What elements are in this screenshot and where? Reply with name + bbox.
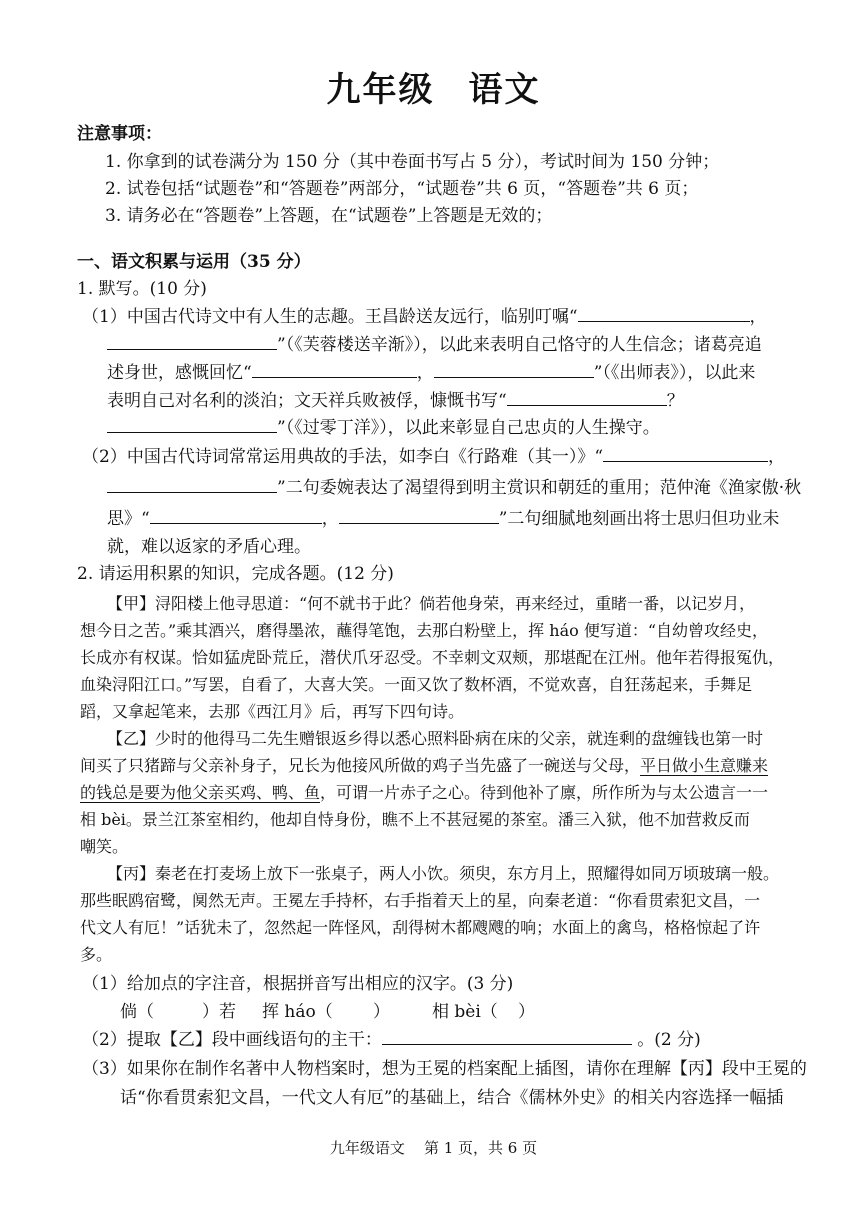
underlined-sentence: 平日做小生意赚来 <box>640 756 769 775</box>
q1-p2-line2: ”二句委婉表达了渴望得到明主赏识和朝廷的重用；范仲淹《渔家傲·秋 <box>107 476 801 500</box>
notes-item-1: 1. 你拿到的试卷满分为 150 分（其中卷面书写占 5 分），考试时间为 150 分钟； <box>105 152 720 172</box>
subq-2: （2）提取【乙】段中画线语句的主干： 。(2 分) <box>82 1030 701 1050</box>
section-heading: 一、语文积累与运用（35 分） <box>77 252 311 272</box>
subq-1-item: 挥 háo（ <box>262 1002 333 1022</box>
answer-blank[interactable] <box>107 476 277 493</box>
passage-yi-line: 的钱总是要为他父亲买鸡、鸭、鱼，可谓一片赤子之心。待到他补了廪，所作所为与太公遗言一一 <box>80 783 769 802</box>
q1-p2-line1: （2）中国古代诗词常常运用典故的手法，如李白《行路难（其一）》“ ， <box>82 447 786 467</box>
q2-heading: 2. 请运用积累的知识，完成各题。(12 分) <box>77 564 394 584</box>
passage-yi-line: 相 bèi。景兰江茶室相约，他却自恃身份，瞧不上不甚冠冕的茶室。潘三入狱，他不加营救反而 <box>80 810 750 829</box>
q1-p1-line3: 述身世，感慨回忆“ ， ”（《出师表》），以此来 <box>107 363 756 383</box>
footer-page-number: 第 1 页，共 6 页 <box>423 1139 538 1157</box>
q1-p2-line3: 思》“ ， ”二句细腻地刻画出将士思归但功业未 <box>107 509 780 529</box>
footer-subject: 九年级语文 <box>329 1139 405 1157</box>
subq-3-line2: 话“你看贯索犯文昌，一代文人有厄”的基础上，结合《儒林外史》的相关内容选择一幅插 <box>120 1088 784 1108</box>
subq-1-item: ） <box>373 1002 390 1022</box>
answer-blank[interactable] <box>382 1028 632 1045</box>
answer-blank[interactable] <box>150 507 322 524</box>
q1-p1-line4: 表明自己对名利的淡泊；文天祥兵败被俘，慷慨书写“ ？ <box>107 391 684 411</box>
passage-yi-line: 【乙】少时的他得马二先生赠银返乡得以悉心照料卧病在床的父亲，就连剩的盘缠钱也第一时 <box>107 729 764 748</box>
q1-p1-line1: （1）中国古代诗文中有人生的志趣。王昌龄送友远行，临别叮嘱“ ， <box>82 307 767 327</box>
passage-bing-line: 代文人有厄！”话犹未了，忽然起一阵怪风，刮得树木都飕飕的响；水面上的禽鸟，格格惊起了许 <box>80 918 761 937</box>
passage-jia-line: 血染浔阳江口。”写罢，自看了，大喜大笑。一面又饮了数杯酒，不觉欢喜，自狂荡起来，手舞足 <box>80 675 753 694</box>
subq-1-item: 倘（ <box>120 1002 154 1022</box>
passage-bing-line: 那些眠鸥宿鹭，阒然无声。王冕左手持杯，右手指着天上的星，向秦老道：“你看贯索犯文昌，一 <box>80 891 761 910</box>
title-subject: 语文 <box>468 70 541 110</box>
subq-1-item: 相 bèi（ <box>432 1002 498 1022</box>
answer-blank[interactable] <box>578 305 750 322</box>
subq-1-item: ）若 <box>202 1002 236 1022</box>
passage-bing-line: 多。 <box>80 945 113 964</box>
passage-yi-line: 间买了只猪蹄与父亲补身子，兄长为他接风所做的鸡子当先盛了一碗送与父母，平日做小生意赚来 <box>80 756 769 775</box>
answer-blank[interactable] <box>507 389 667 406</box>
subq-3-line1: （3）如果你在制作名著中人物档案时，想为王冕的档案配上插图，请你在理解【丙】段中王冕的 <box>82 1059 807 1079</box>
page-footer <box>0 1137 867 1158</box>
passage-jia-line: 蹈，又拿起笔来，去那《西江月》后，再写下四句诗。 <box>80 702 465 721</box>
subq-1: （1）给加点的字注音，根据拼音写出相应的汉字。(3 分) <box>82 974 514 994</box>
passage-jia-line: 长成亦有权谋。恰如猛虎卧荒丘，潜伏爪牙忍受。不幸刺文双颊，那堪配在江州。他年若得报冤仇， <box>80 648 785 667</box>
passage-jia-line: 【甲】浔阳楼上他寻思道：“何不就书于此？倘若他身荣，再来经过，重睹一番，以记岁月， <box>107 594 756 613</box>
title-grade: 九年级 <box>326 70 435 110</box>
notes-item-2: 2. 试卷包括“试题卷”和“答题卷”两部分，“试题卷”共 6 页，“答题卷”共 6 页； <box>105 179 699 199</box>
answer-blank[interactable] <box>339 507 499 524</box>
answer-blank[interactable] <box>252 361 417 378</box>
notes-item-3: 3. 请务必在“答题卷”上答题，在“试题卷”上答题是无效的； <box>105 206 553 226</box>
answer-blank[interactable] <box>107 416 277 433</box>
notes-heading: 注意事项： <box>77 124 162 144</box>
answer-blank[interactable] <box>160 1016 200 1017</box>
passage-yi-line: 嘲笑。 <box>80 837 129 856</box>
q1-p1-line2: ”（《芙蓉楼送辛渐》），以此来表明自己恪守的人生信念；诸葛亮追 <box>107 333 762 357</box>
answer-blank[interactable] <box>603 445 768 462</box>
page-title <box>0 62 867 111</box>
passage-jia-line: 想今日之苦。”乘其酒兴，磨得墨浓，蘸得笔饱，去那白粉壁上，挥 háo 便写道：“自幼曾攻经史， <box>80 621 769 640</box>
subq-1-item: ） <box>518 1002 535 1022</box>
passage-bing-line: 【丙】秦老在打麦场上放下一张桌子，两人小饮。须臾，东方月上，照耀得如同万顷玻璃一般。 <box>107 864 780 883</box>
answer-blank[interactable] <box>107 333 277 350</box>
q1-p1-line5: ”（《过零丁洋》），以此来彰显自己忠贞的人生操守。 <box>107 416 660 440</box>
q1-heading: 1. 默写。(10 分) <box>77 279 207 299</box>
q1-p2-line4: 就，难以返家的矛盾心理。 <box>107 537 311 557</box>
answer-blank[interactable] <box>434 361 594 378</box>
underlined-sentence: 的钱总是要为他父亲买鸡、鸭、鱼 <box>80 783 321 802</box>
